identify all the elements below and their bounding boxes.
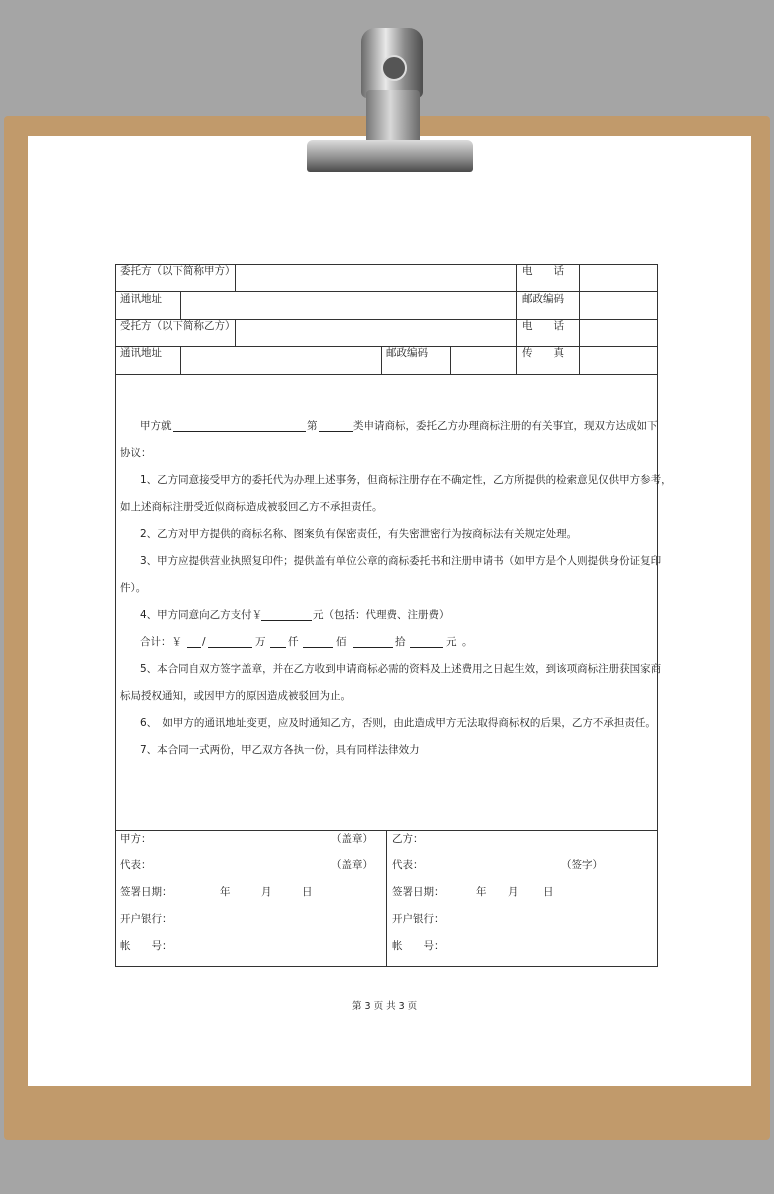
account-label: 帐 号： xyxy=(392,940,445,952)
table-border-left xyxy=(115,264,116,967)
col-divider xyxy=(579,264,580,375)
seal-label: （盖章） xyxy=(331,833,373,845)
address-label: 通讯地址 xyxy=(120,347,162,359)
month-label: 月 xyxy=(508,886,519,898)
sign-label: （签字） xyxy=(561,859,603,871)
col-divider xyxy=(516,264,517,375)
fax-label: 传 真 xyxy=(522,347,564,359)
agent-label: 受托方（以下简称乙方） xyxy=(120,320,236,332)
col-divider xyxy=(450,346,451,375)
party-a-label: 甲方： xyxy=(120,833,152,845)
intro-text: 甲方就 xyxy=(140,420,172,432)
account-label: 帐 号： xyxy=(120,940,173,952)
intro-text: 类申请商标，委托乙方办理商标注册的有关事宜，现双方达成如下 xyxy=(353,420,658,432)
clause-4: 元（包括：代理费、注册费） xyxy=(313,609,450,621)
col-divider xyxy=(386,830,387,967)
blank-line xyxy=(353,646,393,648)
clause-5: 5、本合同自双方签字盖章，并在乙方收到申请商标必需的资料及上述费用之日起生效，到该项商标注册获国家商 xyxy=(140,663,662,675)
blank-line xyxy=(208,646,252,648)
blank-line xyxy=(261,619,312,621)
date-label: 签署日期： xyxy=(120,886,173,898)
rep-label: 代表： xyxy=(120,859,152,871)
clause-7: 7、本合同一式两份，甲乙双方各执一份，具有同样法律效力 xyxy=(140,744,420,756)
total-label: 合计：￥ xyxy=(140,636,182,648)
postcode-label: 邮政编码 xyxy=(522,293,564,305)
table-border-right xyxy=(657,264,658,967)
intro-text: 协议： xyxy=(120,447,152,459)
year-label: 年 xyxy=(220,886,231,898)
page-number: 第 3 页 共 3 页 xyxy=(352,1001,418,1012)
blank-line xyxy=(187,646,201,648)
clip-neck xyxy=(366,90,420,144)
total-unit: 拾 xyxy=(395,636,406,648)
party-b-label: 乙方： xyxy=(392,833,424,845)
clause-1: 如上述商标注册受近似商标造成被驳回乙方不承担责任。 xyxy=(120,501,383,513)
blank-line xyxy=(319,430,353,432)
clip-hole xyxy=(381,55,407,81)
clause-6: 6、 如甲方的通讯地址变更，应及时通知乙方，否则，由此造成甲方无法取得商标权的后果，乙方不承担责任。 xyxy=(140,717,656,729)
col-divider xyxy=(381,346,382,375)
year-label: 年 xyxy=(476,886,487,898)
blank-line xyxy=(303,646,333,648)
total-unit: / xyxy=(202,636,206,648)
bank-label: 开户银行： xyxy=(120,913,173,925)
date-label: 签署日期： xyxy=(392,886,445,898)
clause-3: 件）。 xyxy=(120,582,147,594)
day-label: 日 xyxy=(302,886,313,898)
phone-label: 电 话 xyxy=(522,265,564,277)
intro-text: 第 xyxy=(307,420,318,432)
blank-line xyxy=(410,646,443,648)
month-label: 月 xyxy=(261,886,272,898)
seal-label: （盖章） xyxy=(331,859,373,871)
postcode-label: 邮政编码 xyxy=(386,347,428,359)
blank-line xyxy=(270,646,286,648)
total-unit: 元 xyxy=(446,636,457,648)
day-label: 日 xyxy=(543,886,554,898)
client-label: 委托方（以下简称甲方） xyxy=(120,265,236,277)
col-divider xyxy=(180,291,181,320)
total-unit: 佰 xyxy=(336,636,347,648)
clause-3: 3、甲方应提供营业执照复印件；提供盖有单位公章的商标委托书和注册申请书（如甲方是个人则提供身份证复印 xyxy=(140,555,662,567)
row-divider xyxy=(115,374,658,375)
bank-label: 开户银行： xyxy=(392,913,445,925)
row-divider xyxy=(115,291,658,292)
total-unit: 仟 xyxy=(288,636,299,648)
phone-label: 电 话 xyxy=(522,320,564,332)
total-unit: 万 xyxy=(255,636,266,648)
rep-label: 代表： xyxy=(392,859,424,871)
col-divider xyxy=(180,346,181,375)
clause-5: 标局授权通知，或因甲方的原因造成被驳回为止。 xyxy=(120,690,351,702)
address-label: 通讯地址 xyxy=(120,293,162,305)
total-unit: 。 xyxy=(462,636,473,648)
clause-1: 1、乙方同意接受甲方的委托代为办理上述事务，但商标注册存在不确定性，乙方所提供的检索意见仅供甲方参考， xyxy=(140,474,672,486)
clip-base xyxy=(307,140,473,172)
blank-line xyxy=(173,430,306,432)
clause-4: 4、甲方同意向乙方支付￥ xyxy=(140,609,263,621)
clause-2: 2、乙方对甲方提供的商标名称、图案负有保密责任，有失密泄密行为按商标法有关规定处理。 xyxy=(140,528,578,540)
